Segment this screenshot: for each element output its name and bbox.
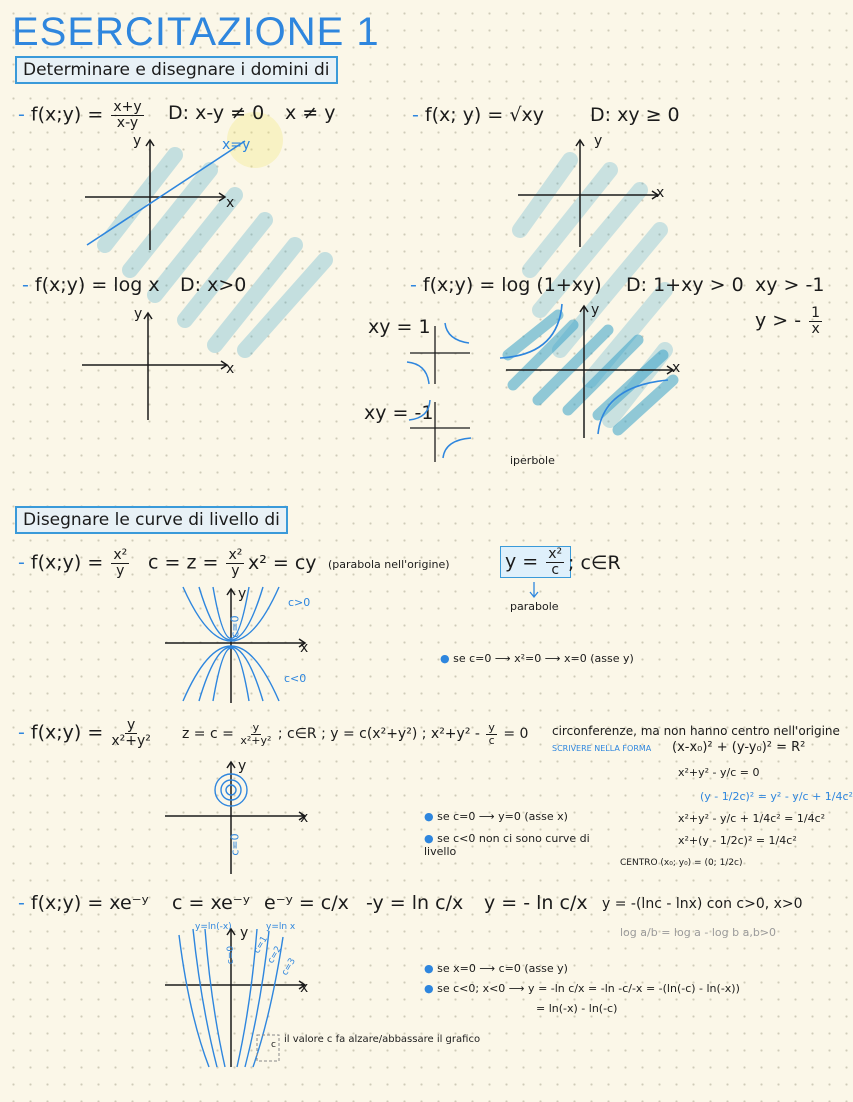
- cond2-left: y > -: [755, 309, 802, 332]
- eq-tail: = 0: [503, 726, 529, 743]
- bullet: -: [18, 721, 25, 744]
- s1-ex2-domain: D: xy ≥ 0: [590, 104, 680, 126]
- s2-ex2-axis-y: y: [238, 758, 247, 774]
- s1-ex4-formula: [410, 274, 602, 296]
- bullet-text: se c=0 ⟶ x²=0 ⟶ x=0 (asse y): [453, 652, 634, 665]
- boxed-left: y =: [505, 550, 539, 573]
- boxed-den: c: [551, 561, 560, 578]
- s2-ex1-label-pos: c>0: [288, 596, 311, 609]
- bullet-text: se c<0 non ci sono curve di livello: [424, 832, 590, 858]
- s2-ex3-axis-y: y: [240, 925, 249, 941]
- eq-num: y: [488, 721, 495, 734]
- s2-ex3-bullet-b2: = ln(-x) - ln(-c): [536, 1002, 618, 1015]
- s1-ex1-formula: [18, 100, 146, 130]
- s1-ex4-domain: D: 1+xy > 0: [626, 274, 744, 296]
- bullet-dot-icon: ●: [424, 982, 434, 995]
- eq-den: c: [488, 733, 495, 747]
- s1-ex1-axis-x: x: [226, 195, 235, 211]
- s2-ex3-label-c0: c=0: [226, 945, 237, 965]
- denominator: x-y: [116, 114, 139, 131]
- bullet: -: [18, 103, 25, 126]
- s2-ex1-arrow: [528, 582, 540, 600]
- s2-ex1-axis-x: x: [300, 640, 309, 656]
- func-name: f(x;y) = xe⁻ʸ: [30, 892, 149, 914]
- s2-ex2-step2: (y - 1/2c)² = y² - y/c + 1/4c²: [700, 790, 853, 803]
- s1-ex3-axis-y: y: [134, 306, 143, 322]
- s1-ex4-cond: xy > -1: [755, 274, 825, 296]
- s1-ex1-axis-y: y: [133, 133, 142, 149]
- s1-ex4-cond2: [755, 306, 824, 336]
- s2-ex2-label-zero: c=0: [228, 833, 242, 856]
- func-name: f(x;y) = log x: [34, 274, 160, 296]
- bullet: -: [412, 104, 419, 126]
- func-name: f(x; y) = √xy: [424, 104, 544, 126]
- bullet-text: se x=0 ⟶ c=0 (asse y): [437, 962, 568, 975]
- s2-ex1-label-zero: c=0: [228, 615, 242, 638]
- s2-ex3-bullet-b: [424, 982, 740, 995]
- s2-ex3-label-right: y=ln x: [266, 922, 296, 932]
- cond2-num: 1: [811, 305, 821, 321]
- section1-heading: Determinare e disegnare i domini di: [15, 56, 338, 84]
- c-eq: z = c =: [182, 726, 234, 743]
- s2-ex2-step3: x²+y² - y/c + 1/4c² = 1/4c²: [678, 812, 826, 825]
- s2-ex1-creal: ; c∈R: [568, 552, 621, 574]
- s2-ex2-graph: [165, 758, 315, 876]
- bullet-dot-icon: ●: [424, 962, 434, 975]
- page-title: ESERCITAZIONE 1: [12, 10, 380, 54]
- s1-ex4-caption: iperbole: [510, 454, 555, 467]
- s2-ex2-form: (x-x₀)² + (y-y₀)² = R²: [672, 740, 806, 755]
- c-tail: ; c∈R ; y = c(x²+y²) ; x²+y² -: [277, 726, 480, 743]
- s1-ex3-graph: [82, 308, 242, 423]
- denominator: y: [116, 562, 125, 579]
- s2-ex3-label-c2: c=2: [266, 944, 284, 966]
- bullet-text: se c=0 ⟶ y=0 (asse x): [437, 810, 568, 823]
- c-den: x²+y²: [240, 733, 272, 747]
- s2-ex3-label-left: y=ln(-x): [195, 922, 232, 932]
- bullet-dot-icon: ●: [424, 832, 434, 845]
- s1-ex4-axis-y: y: [591, 302, 600, 318]
- s2-ex2-bullet-b: [424, 832, 594, 858]
- s2-ex2-note: circonferenze, ma non hanno centro nell'origine: [552, 724, 840, 738]
- s2-ex3-log-rule: log a/b = log a - log b a,b>0: [620, 926, 777, 939]
- s2-ex2-write-label: SCRIVERE NELLA FORMA: [552, 744, 652, 753]
- s2-ex3-eq5: y = -(lnc - lnx) con c>0, x>0: [602, 896, 803, 912]
- bullet: -: [410, 274, 417, 296]
- s1-ex1-cond: x ≠ y: [285, 102, 336, 124]
- s1-ex2-formula: [412, 104, 544, 126]
- s2-ex1-boxed: [500, 546, 571, 578]
- s1-ex4-small2-label: xy = -1: [364, 402, 434, 424]
- s1-ex2-axis-x: x: [656, 185, 665, 201]
- s2-ex3-bottom-note: il valore c fa alzare/abbassare il grafico: [284, 1034, 481, 1045]
- section2-heading: Disegnare le curve di livello di: [15, 506, 288, 534]
- s2-ex1-eq2: x² = cy: [248, 552, 317, 574]
- s2-ex3-eq2: e⁻ʸ = c/x: [264, 892, 349, 914]
- s2-ex2-axis-x: x: [300, 810, 309, 826]
- s1-ex1-domain: D: x-y ≠ 0: [168, 102, 265, 124]
- bullet: -: [18, 892, 25, 914]
- s2-ex1-note: (parabola nell'origine): [328, 558, 450, 571]
- boxed-num: x²: [548, 546, 563, 562]
- s2-ex3-eq1: c = xe⁻ʸ: [172, 892, 250, 914]
- s1-ex4-graph: [498, 300, 688, 440]
- func-name: f(x;y) =: [30, 551, 104, 574]
- s2-ex2-c-eq: [182, 722, 528, 746]
- s2-ex1-bullet-note: [440, 652, 634, 665]
- s2-ex1-formula: [18, 548, 131, 578]
- c-den: y: [231, 562, 240, 579]
- s2-ex1-label-neg: c<0: [284, 672, 307, 685]
- s2-ex2-bullet-a: [424, 810, 568, 823]
- s2-ex3-label-c1: c=1: [252, 934, 270, 956]
- bullet: -: [22, 274, 29, 296]
- s1-ex4-small1-graph: [405, 318, 475, 388]
- s2-ex1-axis-y: y: [238, 586, 247, 602]
- s2-ex3-axis-x: x: [300, 980, 309, 996]
- s1-ex4-small1-label: xy = 1: [368, 316, 431, 338]
- s2-ex3-eq4: y = - ln c/x: [484, 892, 588, 914]
- bullet: -: [18, 551, 25, 574]
- s2-ex3-c-mark: c: [271, 1040, 276, 1050]
- s2-ex2-centro: CENTRO (x₀; y₀) = (0; 1/2c): [620, 858, 743, 868]
- numerator: x²: [113, 547, 128, 563]
- s1-ex1-line-label: x=y: [222, 137, 251, 153]
- s2-ex2-formula: [18, 718, 153, 748]
- func-name: f(x;y) = log (1+xy): [422, 274, 602, 296]
- func-name: f(x;y) =: [30, 721, 104, 744]
- s2-ex3-graph: [165, 925, 315, 1070]
- s2-ex3-eq3: -y = ln c/x: [366, 892, 464, 914]
- bullet-dot-icon: ●: [424, 810, 434, 823]
- s2-ex2-step4: x²+(y - 1/2c)² = 1/4c²: [678, 834, 797, 847]
- s1-ex3-domain: D: x>0: [180, 274, 247, 296]
- s2-ex3-bullet-a: [424, 962, 568, 975]
- c-num: y: [252, 721, 260, 734]
- s1-ex2-graph: [518, 135, 668, 250]
- s2-ex1-c-eq: [148, 548, 246, 578]
- s2-ex3-formula: [18, 892, 149, 914]
- s1-ex4-small2-graph: [405, 398, 475, 464]
- s1-ex3-formula: [22, 274, 160, 296]
- bullet-dot-icon: ●: [440, 652, 450, 665]
- bullet-text: se c<0; x<0 ⟶ y = -ln c/x = -ln -c/-x = -(ln(-c) - ln(-x)): [437, 982, 740, 995]
- s2-ex1-arrow-label: parabole: [510, 600, 559, 613]
- s1-ex3-axis-x: x: [226, 361, 235, 377]
- numerator: x+y: [113, 99, 142, 115]
- c-eq: c = z =: [148, 551, 219, 574]
- cond2-den: x: [811, 320, 820, 337]
- c-num: x²: [228, 547, 243, 563]
- s1-ex2-axis-y: y: [594, 133, 603, 149]
- s2-ex3-label-c3: c=3: [280, 956, 298, 978]
- numerator: y: [126, 717, 136, 733]
- func-name: f(x;y) =: [30, 103, 104, 126]
- denominator: x²+y²: [111, 732, 151, 749]
- s1-ex4-axis-x: x: [672, 360, 681, 376]
- s2-ex2-step1: x²+y² - y/c = 0: [678, 766, 760, 779]
